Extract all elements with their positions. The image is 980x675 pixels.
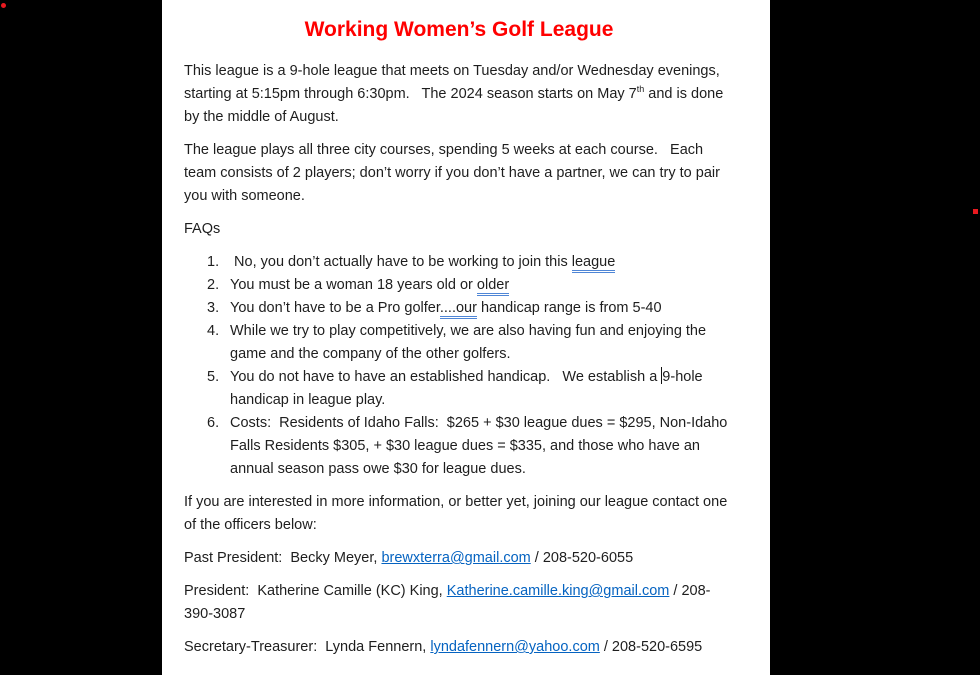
page-title: Working Women’s Golf League — [304, 18, 614, 41]
red-artifact-dot-right — [973, 209, 978, 214]
contact-phone: / 208-520-6595 — [599, 639, 703, 655]
faq-item-number: 6. — [207, 415, 220, 431]
contact-label: Secretary-Treasurer: Lynda Fennern, — [184, 639, 431, 655]
contact-intro-paragraph: If you are interested in more information, or better yet, joining our league contact one of the officers below: — [184, 494, 732, 533]
contact-president — [184, 580, 734, 626]
faq-item-text: You don’t have to be a Pro golfer — [230, 300, 440, 316]
faq-item-number: 3. — [207, 300, 220, 316]
intro-paragraph — [184, 60, 734, 129]
contact-past-president — [184, 547, 734, 570]
intro-text-end: and is done by the middle of August. — [184, 86, 728, 125]
contact-secretary-treasurer — [184, 636, 734, 659]
email-link-president[interactable]: Katherine.camille.king@gmail.com — [446, 583, 670, 599]
faq-item-number: 1. — [207, 254, 220, 270]
faq-item-number: 2. — [207, 277, 220, 293]
contact-phone: / 208-520-6055 — [530, 550, 634, 566]
faq-item-text: handicap range is from 5-40 — [476, 300, 662, 316]
faqs-heading: FAQs — [184, 221, 221, 237]
email-link-secretary-treasurer[interactable]: lyndafennern@yahoo.com — [430, 639, 600, 655]
faq-item-text: Costs: Residents of Idaho Falls: $265 + $30 league dues = $295, Non-Idaho Falls Residents $305, + $30 league dues = $335, and those who have an annual season pass owe $30 for league dues. — [230, 415, 732, 477]
faq-item-text: You must be a woman 18 years old or — [230, 277, 477, 293]
faq-item-text: While we try to play competitively, we are also having fun and enjoying the game and the company of the other golfers. — [230, 323, 711, 362]
faq-item-1 — [184, 251, 734, 274]
ordinal-superscript: th — [636, 84, 645, 95]
faq-item-text: You do not have to have an established handicap. We establish a — [230, 369, 662, 385]
faq-item-6 — [184, 412, 734, 481]
grammar-underlined-word: older — [477, 277, 509, 296]
courses-paragraph: The league plays all three city courses, spending 5 weeks at each course. Each team consists of 2 players; don’t worry if you don’t have a partner, we can try to pair you with someone. — [184, 142, 724, 204]
faq-item-5 — [184, 366, 734, 412]
faq-item-number: 5. — [207, 369, 220, 385]
faq-item-2 — [184, 274, 734, 297]
faq-item-text: No, you don’t actually have to be working to join this — [230, 254, 572, 270]
faq-item-3 — [184, 297, 734, 320]
faq-list — [184, 251, 734, 481]
contact-phone: / 208-390-3087 — [184, 583, 711, 622]
faq-item-4 — [184, 320, 734, 366]
grammar-underlined-word: league — [572, 254, 616, 273]
red-artifact-dot-left — [1, 3, 6, 8]
document-page — [162, 0, 770, 675]
faq-item-text: 9-hole handicap in league play. — [230, 369, 707, 408]
contact-label: President: Katherine Camille (KC) King, — [184, 583, 447, 599]
contact-label: Past President: Becky Meyer, — [184, 550, 382, 566]
email-link-past-president[interactable]: brewxterra@gmail.com — [381, 550, 531, 566]
faq-item-number: 4. — [207, 323, 220, 339]
intro-text-start: This league is a 9-hole league that meets on Tuesday and/or Wednesday evenings, starting at 5:15pm through 6:30pm. The 2024 season starts on May 7 — [184, 63, 724, 102]
grammar-underlined-word: ....our — [440, 300, 477, 319]
